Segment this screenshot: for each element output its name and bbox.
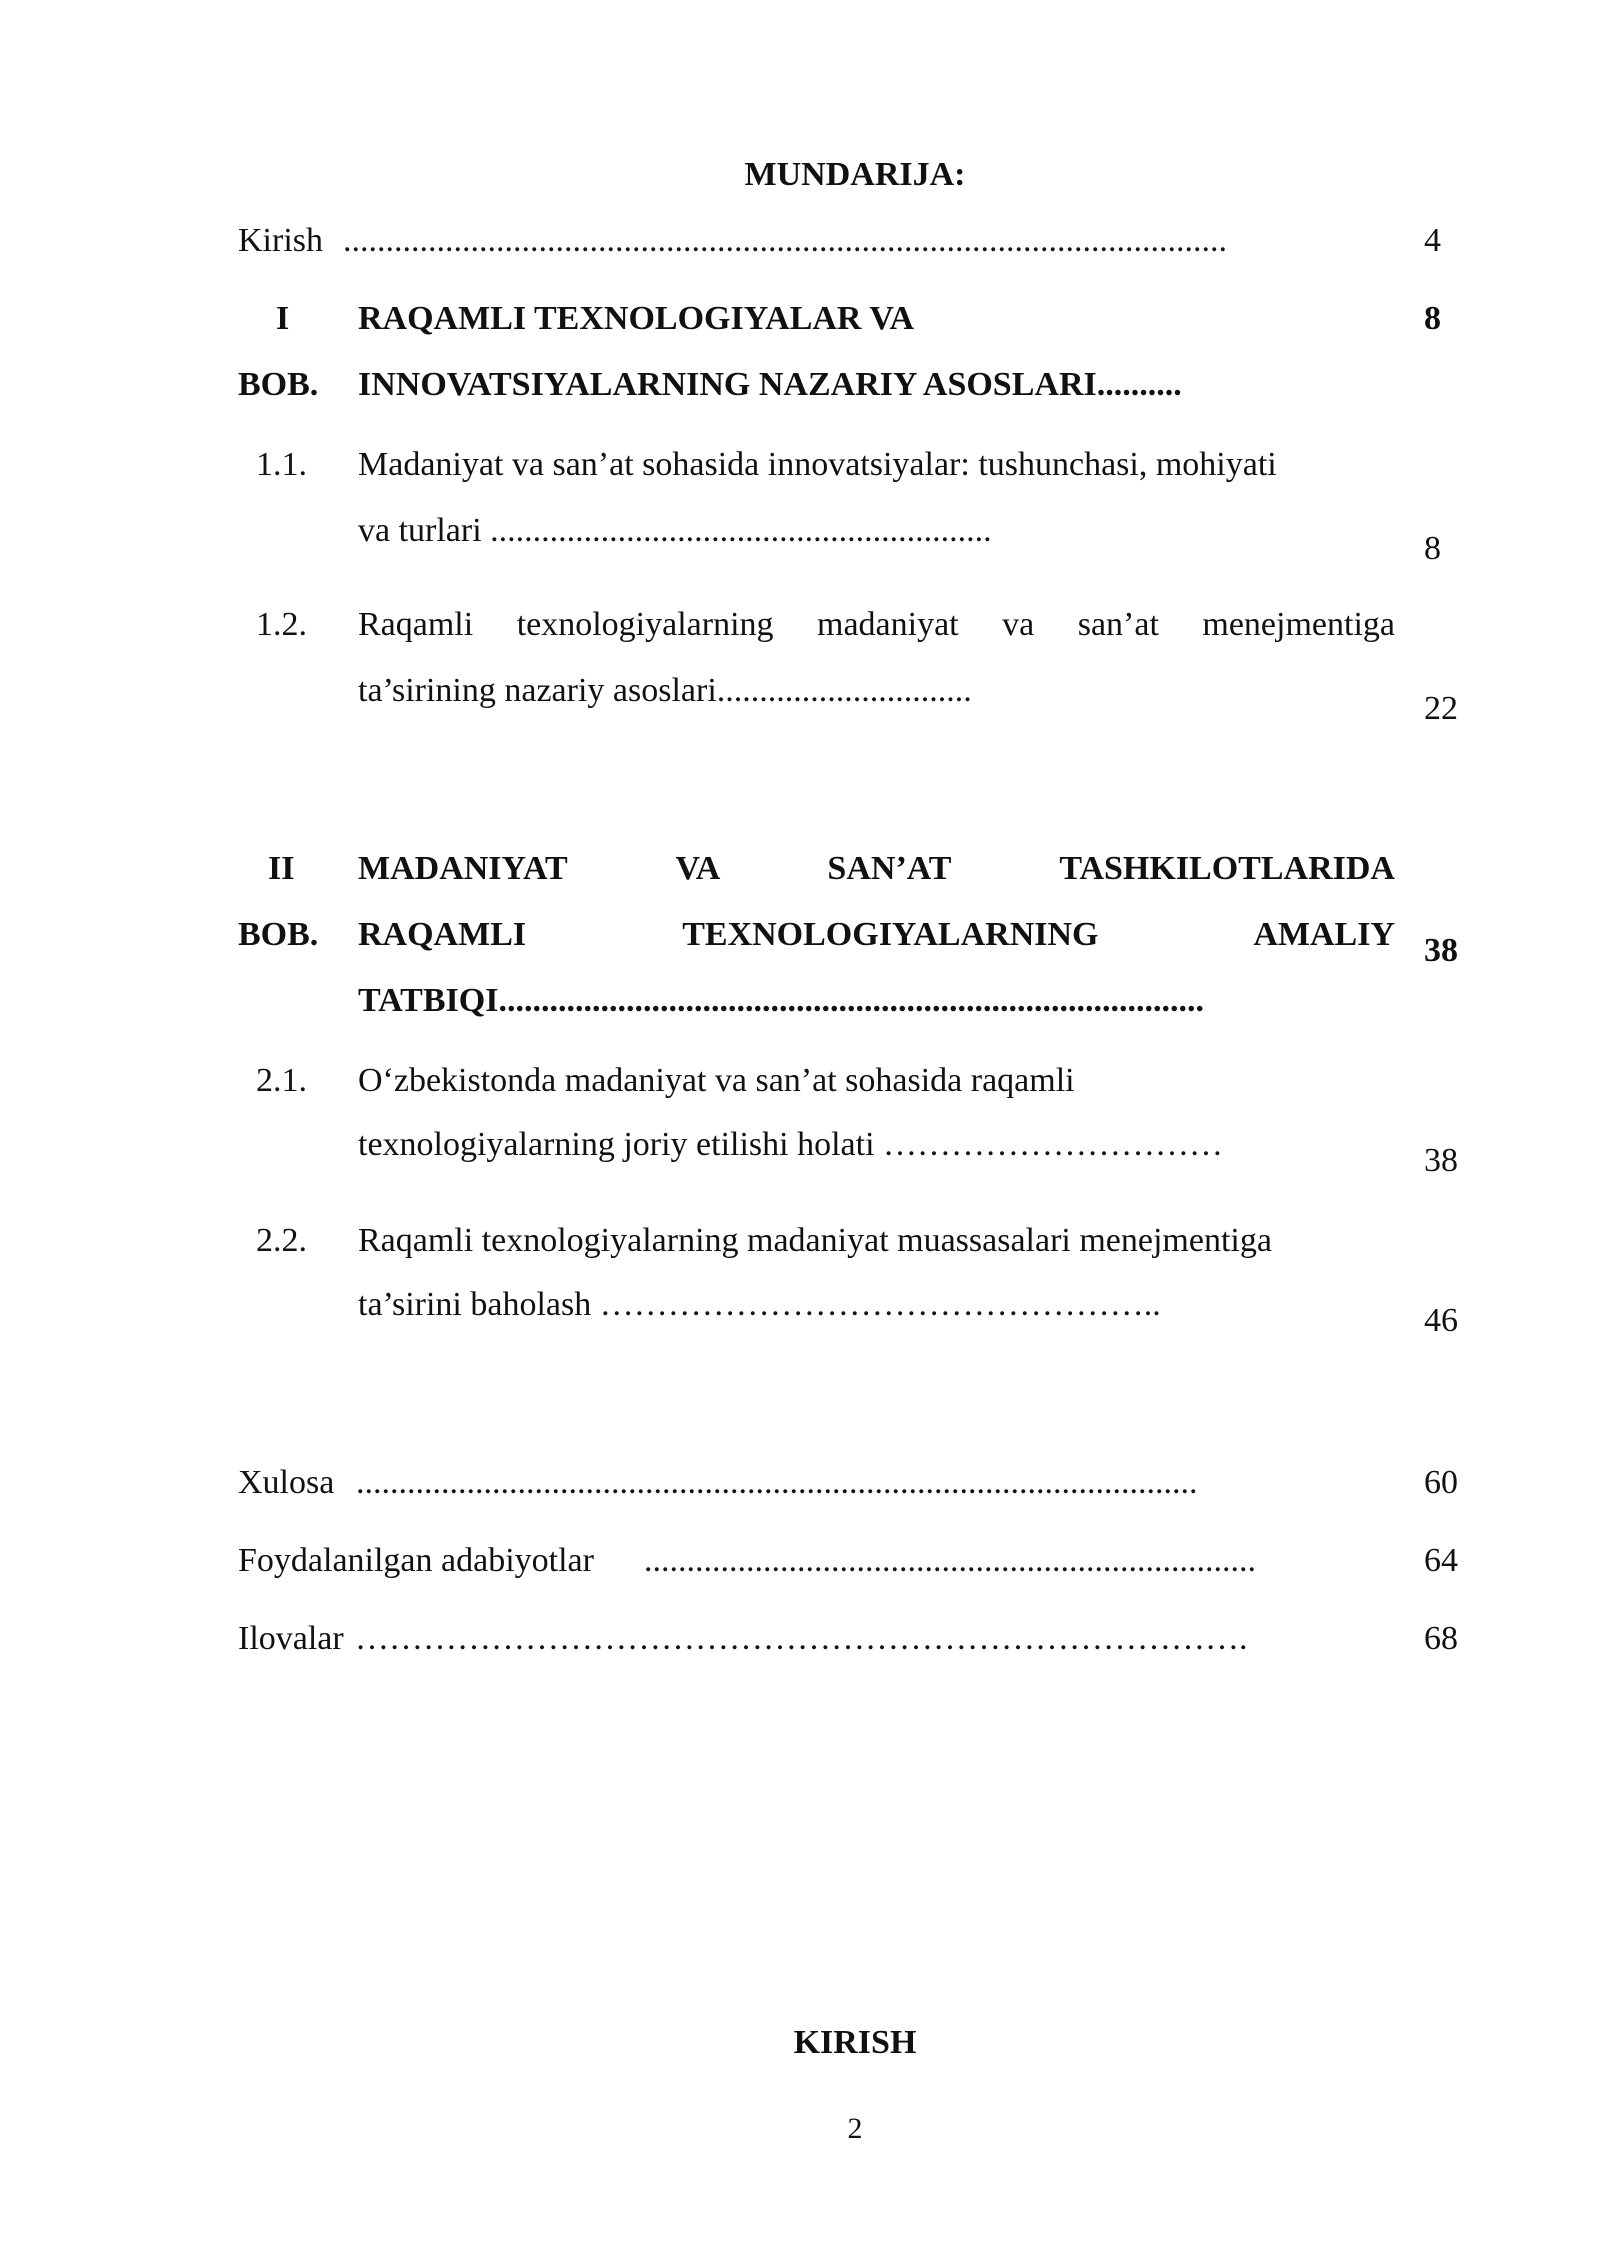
section-title: Raqamli texnologiyalarning madaniyat va san’at menejmentiga [358,606,1395,643]
toc-entry-label: Ilovalar [238,1620,344,1657]
toc-entry-dots: ........................................................................ [644,1542,1256,1579]
section-number: 2.1. [256,1062,307,1099]
chapter-number: II [268,850,295,887]
toc-entry-label: Kirish [238,222,323,259]
chapter-number: I [276,300,290,337]
chapter-number-label: BOB. [238,366,319,403]
section-page: 22 [1424,690,1458,727]
toc-entry-page: 64 [1424,1542,1458,1579]
chapter-page: 38 [1424,932,1458,969]
section-page: 46 [1424,1302,1458,1339]
toc-entry-label: Foydalanilgan adabiyotlar [238,1542,594,1579]
section-title: ta’sirining nazariy asoslari.............................. [358,672,972,709]
chapter-title: MADANIYAT VA SAN’AT TASHKILOTLARIDA [358,850,1395,887]
toc-entry-page: 60 [1424,1464,1458,1501]
section-heading-kirish: KIRISH [793,2024,917,2061]
chapter-title: TATBIQI................................................................................... [358,982,1204,1019]
toc-entry-page: 4 [1424,222,1441,259]
section-page: 38 [1424,1142,1458,1179]
toc-entry-dots: ……………………………………………………………………. [355,1620,1248,1657]
section-number: 1.2. [256,606,307,643]
section-number: 1.1. [256,446,307,483]
section-number: 2.2. [256,1222,307,1259]
section-page: 8 [1424,530,1441,567]
toc-entry-dots: ................................................................................................... [356,1464,1198,1501]
toc-entry-page: 68 [1424,1620,1458,1657]
chapter-number-label: BOB. [238,916,319,953]
section-title: Raqamli texnologiyalarning madaniyat muassasalari menejmentiga [358,1222,1272,1259]
toc-entry-label: Xulosa [238,1464,335,1501]
chapter-title: INNOVATSIYALARNING NAZARIY ASOSLARI.......... [358,366,1182,403]
toc-heading: MUNDARIJA: [744,156,966,193]
chapter-title: RAQAMLI TEXNOLOGIYALAR VA [358,300,915,337]
chapter-title: RAQAMLI TEXNOLOGIYALARNING AMALIY [358,916,1395,953]
toc-entry-dots: ........................................................................................................ [343,222,1227,259]
page-number: 2 [847,2112,863,2145]
section-title: ta’sirini baholash ………………………………………….. [358,1286,1161,1323]
section-title: texnologiyalarning joriy etilishi holati ………………………… [358,1126,1224,1163]
section-title: va turlari ........................................................... [358,512,992,549]
section-title: O‘zbekistonda madaniyat va san’at sohasida raqamli [358,1062,1075,1099]
section-title: Madaniyat va san’at sohasida innovatsiyalar: tushunchasi, mohiyati [358,446,1277,483]
chapter-page: 8 [1424,300,1441,337]
